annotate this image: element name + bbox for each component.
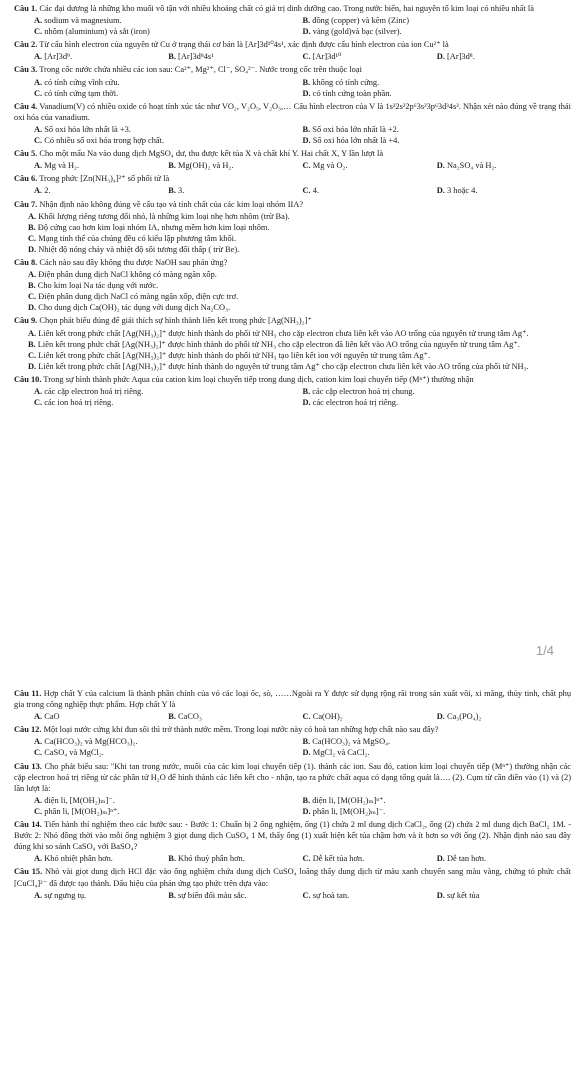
question-text: Trong sự hình thành phức Aqua của cation kim loại chuyển tiếp trong dung dịch, cation kim loại chuyển tiếp (Mⁿ⁺) thường nhận bbox=[43, 374, 474, 384]
answer-option bbox=[303, 51, 437, 62]
option-text: phân li, [M(OH₂)ₘ]ⁿ⁺. bbox=[44, 806, 120, 816]
option-label: A. bbox=[34, 854, 43, 864]
answer-option bbox=[437, 51, 571, 62]
option-text: 3. bbox=[178, 186, 185, 196]
option-text: Khối lượng riêng tương đối nhỏ, là những kim loại nhẹ hơn nhôm (trừ Ba). bbox=[38, 211, 290, 221]
option-text: Số oxi hóa lớn nhất là +4. bbox=[312, 136, 400, 146]
question-number: Câu 3. bbox=[14, 65, 38, 75]
option-text: các ion hoá trị riêng. bbox=[44, 398, 114, 408]
answer-option bbox=[168, 890, 302, 901]
answer-option bbox=[34, 88, 303, 99]
option-label: A. bbox=[34, 77, 43, 87]
question-5 bbox=[14, 866, 571, 900]
page-number: 1/4 bbox=[535, 643, 554, 658]
answer-option bbox=[34, 795, 303, 806]
option-label: B. bbox=[168, 52, 176, 62]
option-label: A. bbox=[34, 52, 43, 62]
option-text: Nhiệt độ nóng chảy và nhiệt độ sôi tương đối thấp ( trừ Be). bbox=[38, 244, 240, 254]
option-text: CaSO₄ và MgCl₂. bbox=[44, 748, 104, 758]
option-label: D. bbox=[436, 186, 445, 196]
question-4 bbox=[14, 819, 571, 864]
option-label: B. bbox=[168, 186, 176, 196]
option-text: 3 hoặc 4. bbox=[447, 186, 478, 196]
option-text: Mg(OH)₂ và H₂. bbox=[178, 161, 234, 171]
option-text: Mạng tinh thể của chúng đều có kiểu lập phương tâm khối. bbox=[38, 233, 237, 243]
question-number: Câu 1. bbox=[14, 4, 38, 13]
option-label: C. bbox=[34, 806, 43, 816]
answer-option bbox=[34, 397, 303, 408]
answer-option bbox=[303, 26, 572, 37]
option-label: B. bbox=[168, 161, 176, 171]
question-text: Tiến hành thí nghiệm theo các bước sau: - Bước 1: Chuẩn bị 2 ống nghiệm, ống (1) chứa 2 ml dung dịch CaCl₂, ống (2) chứa 2 ml dung dịch BaCl₂ 1M. - Bước 2: Nhỏ đồng thời vào mỗi ống nghiệm 3 giọt dung dịch CuSO₄ 1 M, thấy ống (1) xuất hiện kết tủa chậm hơn và ít hơn so với ống (2). Nhận định nào sau đây đúng khi so sánh CaSO₄ với BaSO₄? bbox=[14, 820, 572, 852]
option-text: 2. bbox=[44, 186, 51, 196]
question-stem bbox=[14, 315, 571, 326]
option-label: C. bbox=[302, 52, 311, 62]
answer-options bbox=[14, 711, 571, 722]
option-label: D. bbox=[436, 52, 445, 62]
answer-option bbox=[303, 386, 572, 397]
option-text: MgCl₂ và CaCl₂. bbox=[312, 748, 370, 758]
answer-option bbox=[28, 222, 571, 233]
question-2 bbox=[14, 724, 571, 758]
question-stem bbox=[14, 866, 571, 888]
option-text: Liên kết trong phức chất [Ag(NH₃)₂]⁺ được hình thành do phối tử NH₃ cho cặp electron đã liên kết vào AO trống của nguyên tử trung tâm Ag⁺. bbox=[37, 339, 520, 349]
option-label: C. bbox=[302, 161, 311, 171]
option-label: C. bbox=[34, 398, 43, 408]
answer-option bbox=[303, 711, 437, 722]
question-number: Câu 4. bbox=[14, 101, 38, 111]
option-label: B. bbox=[302, 16, 311, 26]
option-text: sự biến đổi màu sắc. bbox=[178, 890, 247, 900]
option-label: D. bbox=[302, 748, 311, 758]
question-text: Cách nào sau đây không thu được NaOH sau phản ứng? bbox=[39, 257, 228, 267]
answer-option bbox=[34, 160, 168, 171]
answer-option bbox=[303, 806, 572, 817]
question-10 bbox=[14, 374, 571, 408]
option-label: D. bbox=[28, 303, 37, 313]
option-label: B. bbox=[168, 890, 176, 900]
answer-option bbox=[303, 890, 437, 901]
question-stem bbox=[14, 761, 571, 794]
question-number: Câu 9. bbox=[14, 316, 38, 326]
question-list bbox=[14, 688, 571, 901]
question-stem bbox=[14, 173, 571, 184]
question-text: Vanadium(V) có nhiều oxide có hoạt tính xúc tác như VO₂, V₂O₅, V₂O₃,… Cấu hình electron của V là 1s²2s²2p⁶3s²3p⁶3d³4s². Nhận xét nào đúng về trạng thái oxi hóa của vanadium. bbox=[14, 101, 571, 122]
option-label: D. bbox=[436, 854, 445, 864]
option-text: Na₂SO₄ và H₂. bbox=[447, 161, 497, 171]
option-label: A. bbox=[28, 328, 37, 338]
option-text: các cặp electron hoá trị riêng. bbox=[44, 387, 144, 396]
answer-option bbox=[303, 397, 572, 408]
option-text: 4. bbox=[312, 186, 320, 196]
answer-option bbox=[168, 711, 302, 722]
option-text: Liên kết trong phức chất [Ag(NH₃)₂]⁺ được hình thành do phối tử NH₃ tạo liên kết ion với nguyên tử trung tâm Ag⁺. bbox=[38, 350, 431, 360]
answer-option bbox=[303, 88, 572, 99]
answer-option bbox=[28, 328, 571, 339]
option-label: A. bbox=[34, 795, 43, 805]
option-label: D. bbox=[28, 244, 37, 254]
option-text: phân li, [M(OH₂)ₘ]⁻. bbox=[312, 806, 386, 816]
answer-option bbox=[303, 736, 572, 747]
option-text: Số oxi hóa lớn nhất là +3. bbox=[44, 124, 131, 134]
answer-option bbox=[34, 853, 168, 864]
answer-option bbox=[168, 185, 302, 196]
answer-option bbox=[34, 124, 303, 135]
option-text: Cho dung dịch Ca(OH)₂ tác dụng với dung dịch Na₂CO₃. bbox=[38, 303, 231, 313]
option-label: C. bbox=[28, 292, 37, 302]
question-stem bbox=[14, 148, 571, 159]
answer-option bbox=[303, 853, 437, 864]
option-text: [Ar]3d⁸4s¹ bbox=[178, 52, 214, 62]
answer-option bbox=[34, 736, 303, 747]
option-text: điện li, [M(OH₂)ₘ]ⁿ⁺. bbox=[312, 795, 386, 805]
answer-option bbox=[437, 185, 571, 196]
option-text: đồng (copper) và kẽm (Zinc) bbox=[312, 16, 410, 26]
question-number: Câu 7. bbox=[14, 199, 38, 209]
answer-option bbox=[28, 302, 571, 313]
option-label: D. bbox=[436, 890, 445, 900]
question-number: Câu 10. bbox=[14, 374, 42, 384]
option-text: CaO bbox=[44, 712, 60, 722]
option-label: A. bbox=[34, 387, 43, 396]
question-list bbox=[14, 3, 571, 408]
question-text: Từ cấu hình electron của nguyên tử Cu ở trạng thái cơ bản là [Ar]3d¹⁰4s¹, xác định được cấu hình electron của ion Cu²⁺ là bbox=[39, 40, 449, 50]
answer-options bbox=[14, 269, 571, 313]
option-text: Liên kết trong phức chất [Ag(NH₃)₂]⁺ được hình thành do nguyên tử trung tâm Ag⁺ cho cặp electron chưa liên kết vào AO trống của phối tử NH₃. bbox=[38, 361, 529, 371]
answer-option bbox=[303, 15, 572, 26]
question-number: Câu 14. bbox=[14, 820, 42, 830]
answer-option bbox=[34, 711, 168, 722]
answer-option bbox=[34, 135, 303, 146]
option-text: Ca(HCO₃)₂ và MgSO₄. bbox=[312, 737, 391, 747]
option-text: [Ar]3d⁹. bbox=[44, 52, 73, 62]
answer-option bbox=[437, 853, 571, 864]
question-9 bbox=[14, 315, 571, 371]
answer-option bbox=[28, 280, 571, 291]
answer-options bbox=[14, 736, 571, 758]
option-text: Mg và H₂. bbox=[44, 161, 80, 171]
answer-option bbox=[303, 135, 572, 146]
answer-option bbox=[34, 185, 168, 196]
option-text: Ca₃(PO₄)₂ bbox=[447, 712, 482, 722]
question-stem bbox=[14, 724, 571, 735]
option-label: D. bbox=[302, 136, 311, 146]
option-text: sự ngưng tụ. bbox=[44, 890, 87, 900]
option-text: sodium và magnesium. bbox=[44, 16, 122, 26]
option-label: D. bbox=[436, 712, 445, 722]
answer-options bbox=[14, 51, 571, 62]
answer-option bbox=[437, 890, 571, 901]
option-text: có tính cứng tạm thời. bbox=[44, 88, 119, 98]
option-text: Mg và O₂. bbox=[312, 161, 348, 171]
option-label: B. bbox=[302, 387, 311, 396]
answer-option bbox=[168, 51, 302, 62]
option-text: [Ar]3d⁸. bbox=[447, 52, 475, 62]
question-8 bbox=[14, 257, 571, 313]
answer-option bbox=[168, 160, 302, 171]
answer-option bbox=[28, 244, 571, 255]
question-number: Câu 8. bbox=[14, 257, 38, 267]
option-text: các electron hoá trị riêng. bbox=[312, 398, 399, 408]
question-stem bbox=[14, 3, 571, 14]
answer-option bbox=[28, 269, 571, 280]
question-text: Chọn phát biểu đúng để giải thích sự hình thành liên kết trong phức [Ag(NH₃)₂]⁺ bbox=[39, 316, 312, 326]
option-text: CaCO₃ bbox=[178, 712, 202, 722]
answer-option bbox=[437, 160, 571, 171]
option-label: C. bbox=[302, 854, 311, 864]
option-label: B. bbox=[302, 795, 311, 805]
option-text: điện li, [M(OH₂)ₘ]⁻. bbox=[44, 795, 115, 805]
question-6 bbox=[14, 173, 571, 196]
option-label: C. bbox=[34, 748, 43, 758]
option-label: B. bbox=[28, 339, 36, 349]
option-label: A. bbox=[34, 124, 43, 134]
question-7 bbox=[14, 199, 571, 255]
answer-option bbox=[303, 747, 572, 758]
answer-options bbox=[14, 795, 571, 817]
option-text: Điện phân dung dịch NaCl có màng ngăn xốp, điện cực trơ. bbox=[38, 292, 239, 302]
answer-options bbox=[14, 160, 571, 171]
answer-option bbox=[34, 747, 303, 758]
answer-option bbox=[28, 361, 571, 372]
question-text: Nhận định nào không đúng về cấu tạo và tính chất của các kim loại nhóm IIA? bbox=[39, 199, 304, 209]
answer-option bbox=[437, 711, 571, 722]
answer-options bbox=[14, 185, 571, 196]
answer-option bbox=[34, 890, 168, 901]
option-text: sự kết tủa bbox=[447, 890, 480, 900]
question-number: Câu 12. bbox=[14, 725, 42, 735]
option-label: D. bbox=[302, 88, 311, 98]
option-text: Khó thuỷ phân hơn. bbox=[178, 854, 245, 864]
option-label: A. bbox=[28, 211, 37, 221]
answer-option bbox=[303, 160, 437, 171]
option-label: B. bbox=[28, 222, 36, 232]
answer-options bbox=[14, 15, 571, 37]
answer-options bbox=[14, 211, 571, 255]
question-text: Một loại nước cứng khi đun sôi thì trở thành nước mềm. Trong loại nước này có hoà tan những hợp chất nào sau đây? bbox=[43, 725, 439, 735]
option-label: D. bbox=[436, 161, 445, 171]
question-1 bbox=[14, 688, 571, 722]
answer-options bbox=[14, 386, 571, 408]
option-text: vàng (gold)và bạc (silver). bbox=[312, 27, 402, 37]
answer-option bbox=[28, 350, 571, 361]
question-text: Trong cốc nước chứa nhiều các ion sau: Ca²⁺, Mg²⁺, Cl⁻, SO₄²⁻. Nước trong cốc trên thuộc loại bbox=[39, 65, 362, 75]
option-text: Liên kết trong phức chất [Ag(NH₃)₂]⁺ được hình thành do phối tử NH₃ cho cặp electron chưa liên kết vào AO trống của nguyên tử trung tâm Ag⁺. bbox=[38, 328, 529, 338]
question-stem bbox=[14, 101, 571, 123]
option-label: C. bbox=[34, 88, 43, 98]
question-stem bbox=[14, 257, 571, 268]
option-label: B. bbox=[302, 77, 311, 87]
option-label: C. bbox=[28, 233, 37, 243]
question-text: Trong phức [Zn(NH₃)₄]²⁺ số phối tử là bbox=[39, 174, 170, 184]
answer-option bbox=[28, 233, 571, 244]
question-number: Câu 15. bbox=[14, 867, 43, 877]
option-text: Dễ kết tủa hơn. bbox=[312, 854, 365, 864]
option-text: có tính cứng toàn phần. bbox=[312, 88, 392, 98]
option-text: các cặp electron hoá trị chung. bbox=[312, 387, 415, 396]
option-text: có tính cứng vĩnh cửu. bbox=[44, 77, 120, 87]
question-text: Các đại dương là những kho muối vô tận với nhiều khoáng chất có giá trị dinh dưỡng cao. Trong nước biển, hai nguyên tố kim loại có nhiều nhất là bbox=[39, 4, 534, 13]
answer-option bbox=[303, 124, 572, 135]
option-text: không có tính cứng. bbox=[312, 77, 380, 87]
answer-option bbox=[303, 795, 572, 806]
answer-option bbox=[34, 15, 303, 26]
option-text: Cho kim loại Na tác dụng với nước. bbox=[37, 281, 159, 291]
option-label: C. bbox=[302, 890, 311, 900]
option-label: C. bbox=[302, 186, 311, 196]
question-text: Cho một mẩu Na vào dung dịch MgSO₄ dư, thu được kết tủa X và chất khí Y. Hai chất X, Y lần lượt là bbox=[39, 149, 384, 159]
question-5 bbox=[14, 148, 571, 171]
option-label: B. bbox=[302, 737, 311, 747]
question-3 bbox=[14, 64, 571, 98]
question-stem bbox=[14, 819, 571, 852]
question-stem bbox=[14, 688, 571, 710]
option-label: D. bbox=[302, 806, 311, 816]
option-label: C. bbox=[302, 712, 311, 722]
answer-option bbox=[303, 77, 572, 88]
question-number: Câu 11. bbox=[14, 689, 42, 698]
option-text: nhôm (aluminium) và sắt (iron) bbox=[44, 27, 150, 37]
option-label: A. bbox=[34, 712, 43, 722]
option-text: Điện phân dung dịch NaCl không có màng ngăn xốp. bbox=[38, 270, 217, 280]
option-text: Khó nhiệt phân hơn. bbox=[44, 854, 113, 864]
option-text: Có nhiều số oxi hóa trong hợp chất. bbox=[44, 136, 165, 146]
question-stem bbox=[14, 39, 571, 50]
question-text: Cho phát biểu sau: "Khi tan trong nước, muối của các kim loại chuyển tiếp (1). thành các ion. Sau đó, cation kim loại chuyển tiếp (Mⁿ⁺) thường nhận các cặp electron hoá trị riêng từ các phân tử H₂O để hình thành các liên kết cho - nhận, tạo ra phức chất aqua có dạng tổng quát là…. (2). Cụm từ cần điền vào (1) và (2) lần lượt là: bbox=[14, 761, 572, 793]
option-label: A. bbox=[34, 161, 43, 171]
option-text: Ca(OH)₂ bbox=[312, 712, 343, 722]
answer-option bbox=[28, 211, 571, 222]
answer-option bbox=[303, 185, 437, 196]
answer-option bbox=[28, 291, 571, 302]
option-text: Ca(HCO₃)₂ và Mg(HCO₃)₂. bbox=[44, 737, 138, 747]
question-stem bbox=[14, 64, 571, 75]
question-text: Nhỏ vài giọt dung dịch HCl đặc vào ống nghiệm chứa dung dịch CuSO₄ loãng thấy dung dịch từ màu xanh chuyển sang màu vàng, chứng tỏ phức chất [CuCl₄]²⁻ đã được tạo thành. Dấu hiệu của phản ứng tạo phức trên dựa vào: bbox=[14, 867, 571, 888]
option-label: D. bbox=[302, 398, 311, 408]
question-stem bbox=[14, 374, 571, 385]
answer-options bbox=[14, 328, 571, 372]
answer-option bbox=[28, 339, 571, 350]
answer-options bbox=[14, 77, 571, 99]
option-label: B. bbox=[168, 712, 176, 722]
question-stem bbox=[14, 199, 571, 210]
answer-option bbox=[34, 26, 303, 37]
page-gap bbox=[0, 660, 584, 688]
option-label: C. bbox=[34, 27, 43, 37]
option-label: A. bbox=[34, 737, 43, 747]
option-label: A. bbox=[28, 270, 37, 280]
option-text: sự hoà tan. bbox=[312, 890, 350, 900]
option-label: C. bbox=[34, 136, 43, 146]
page-2 bbox=[0, 688, 584, 1075]
option-text: Độ cứng cao hơn kim loại nhóm IA, nhưng mềm hơn kim loại nhôm. bbox=[37, 222, 270, 232]
question-2 bbox=[14, 39, 571, 62]
question-number: Câu 13. bbox=[14, 761, 42, 771]
option-label: A. bbox=[34, 186, 43, 196]
option-text: [Ar]3d¹⁰ bbox=[312, 52, 342, 62]
question-number: Câu 6. bbox=[14, 174, 38, 184]
option-label: D. bbox=[302, 27, 311, 37]
question-number: Câu 2. bbox=[14, 40, 38, 50]
option-label: B. bbox=[168, 854, 176, 864]
option-label: B. bbox=[28, 281, 36, 291]
answer-option bbox=[34, 386, 303, 397]
answer-options bbox=[14, 853, 571, 864]
option-label: B. bbox=[302, 124, 311, 134]
answer-option bbox=[34, 77, 303, 88]
question-3 bbox=[14, 761, 571, 817]
answer-option bbox=[168, 853, 302, 864]
option-label: A. bbox=[34, 16, 43, 26]
option-text: Số oxi hóa lớn nhất là +2. bbox=[312, 124, 399, 134]
answer-option bbox=[34, 806, 303, 817]
answer-option bbox=[34, 51, 168, 62]
option-label: D. bbox=[28, 361, 37, 371]
option-label: C. bbox=[28, 350, 37, 360]
question-1 bbox=[14, 3, 571, 37]
question-4 bbox=[14, 101, 571, 146]
question-number: Câu 5. bbox=[14, 149, 38, 159]
option-text: Dễ tan hơn. bbox=[447, 854, 487, 864]
answer-options bbox=[14, 124, 571, 146]
answer-options bbox=[14, 890, 571, 901]
question-text: Hợp chất Y của calcium là thành phần chính của vỏ các loại ốc, sò, ……Ngoài ra Y được sử dụng rộng rãi trong sản xuất vôi, xi măng, thủy tinh, chất phụ gia trong công nghiệp thực phẩm. Hợp chất Y là bbox=[14, 689, 572, 710]
option-label: A. bbox=[34, 890, 43, 900]
